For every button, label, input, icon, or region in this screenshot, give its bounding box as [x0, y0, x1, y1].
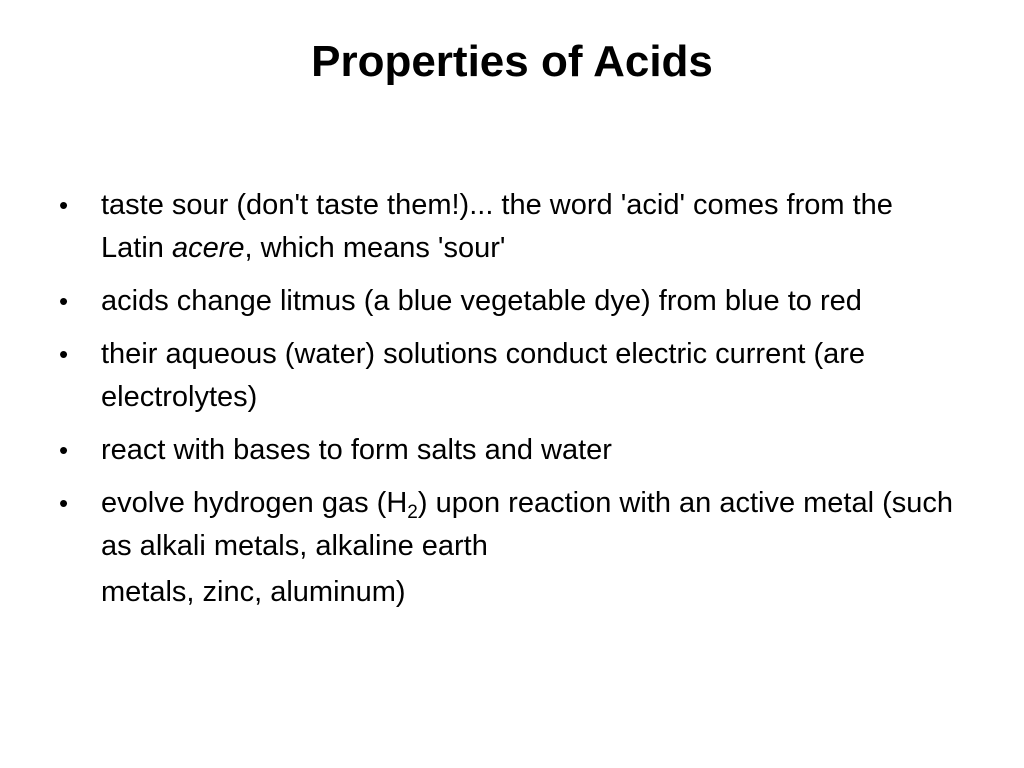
bullet-text: taste sour (don't taste them!)... the word 'acid' comes from the Latin	[101, 189, 893, 264]
bullet-list	[56, 184, 956, 626]
bullet-text: their aqueous (water) solutions conduct electric current (are electrolytes)	[101, 338, 866, 413]
bullet-text: react with bases to form salts and water	[101, 434, 612, 466]
bullet-text-continued: , which means 'sour'	[244, 232, 506, 264]
latin-term: acere	[171, 232, 245, 264]
bullet-text-final-line: metals, zinc, aluminum)	[101, 576, 406, 608]
bullet-text: evolve hydrogen gas (H	[101, 487, 408, 519]
bullet-item-taste-sour	[56, 184, 956, 270]
subscript-two: 2	[407, 502, 418, 523]
bullet-item-electrolytes	[56, 333, 956, 419]
bullet-item-bases	[56, 429, 956, 472]
bullet-icon: •	[59, 435, 69, 465]
bullet-text: acids change litmus (a blue vegetable dye) from blue to red	[101, 285, 862, 317]
bullet-icon: •	[59, 339, 69, 369]
bullet-icon: •	[59, 190, 69, 220]
slide-title: Properties of Acids	[311, 37, 713, 86]
bullet-item-litmus	[56, 280, 956, 323]
bullet-item-hydrogen	[56, 482, 956, 616]
bullet-icon: •	[59, 488, 69, 518]
bullet-text-continued: ) upon reaction with an active metal (such as alkali metals, alkaline earth	[101, 487, 954, 562]
bullet-icon: •	[59, 286, 69, 316]
